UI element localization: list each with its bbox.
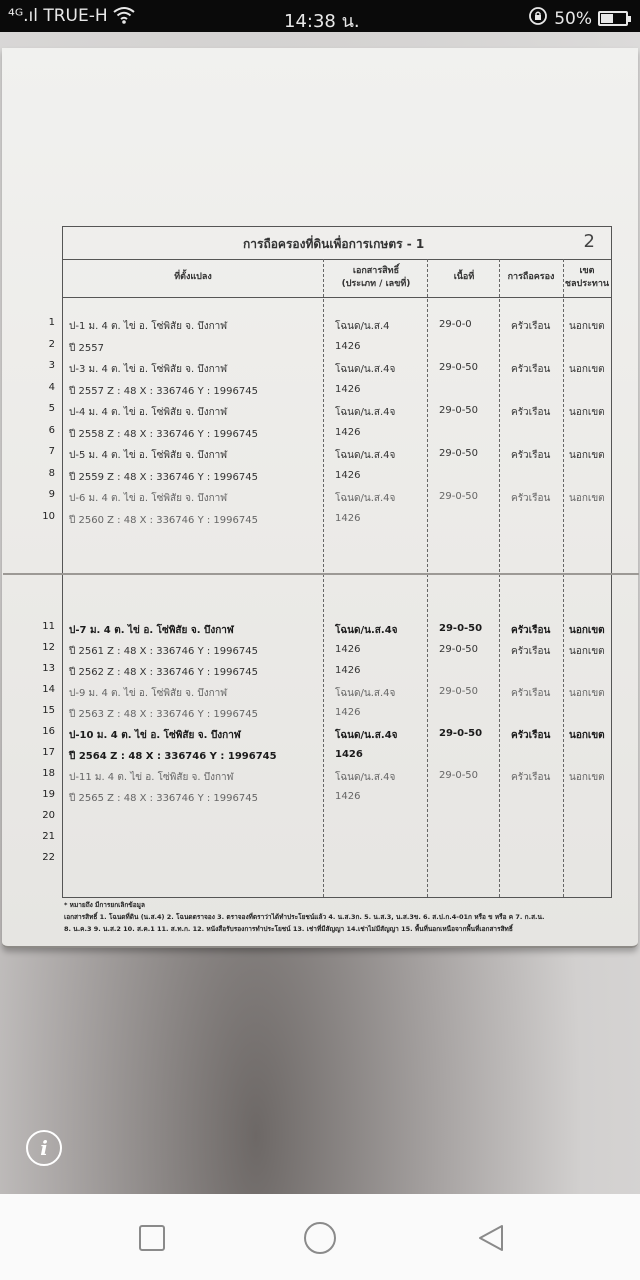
- battery-percent: 50%: [554, 8, 592, 29]
- cell-location: ปี 2557: [69, 342, 104, 354]
- cell-location: ป-1 ม. 4 ต. ไข่ อ. โซ่พิสัย จ. บึงกาฬ: [69, 321, 228, 332]
- row-number: 10: [42, 510, 55, 522]
- cell-location: ป-9 ม. 4 ต. ไข่ อ. โซ่พิสัย จ. บึงกาฬ: [69, 688, 228, 699]
- battery-icon: [598, 11, 628, 26]
- cell-area: 29-0-50: [439, 362, 479, 373]
- cell-zone: นอกเขต: [569, 646, 605, 657]
- cell-location: ปี 2560 Z : 48 X : 336746 Y : 1996745: [69, 514, 258, 526]
- cell-doc-rights: 1426: [335, 426, 361, 438]
- header-divider: [63, 297, 611, 298]
- row-number: 14: [42, 684, 55, 695]
- cell-doc-rights: โฉนด/น.ส.4จ: [335, 493, 396, 504]
- row-number: 3: [48, 360, 55, 371]
- clock: 14:38 น.: [284, 11, 360, 32]
- header-tenure: การถือครอง: [507, 272, 555, 282]
- row-number: 21: [42, 831, 55, 842]
- cell-location: ป-6 ม. 4 ต. ไข่ อ. โซ่พิสัย จ. บึงกาฬ: [69, 493, 228, 504]
- column-divider: [563, 259, 564, 897]
- row-number: 11: [42, 621, 55, 632]
- carrier-label: ⁴ᴳ.ıl TRUE-H: [8, 6, 108, 26]
- cell-doc-rights: 1426: [335, 340, 361, 352]
- cell-doc-rights: โฉนด/น.ส.4จ: [335, 688, 396, 699]
- info-button[interactable]: i: [26, 1130, 62, 1166]
- status-bar: [0, 0, 640, 32]
- cell-location: ปี 2557 Z : 48 X : 336746 Y : 1996745: [69, 385, 258, 397]
- cell-area: 29-0-50: [439, 728, 483, 739]
- cell-doc-rights: 1426: [335, 383, 361, 395]
- cell-zone: นอกเขต: [569, 772, 605, 783]
- cell-zone: นอกเขต: [569, 625, 605, 636]
- navigation-bar: [0, 1194, 640, 1280]
- row-number: 20: [42, 810, 55, 821]
- cell-doc-rights: 1426: [335, 749, 363, 760]
- land-holding-table: [42, 226, 612, 898]
- row-number: 12: [42, 642, 55, 653]
- cell-zone: นอกเขต: [569, 688, 605, 699]
- cell-tenure: ครัวเรือน: [511, 407, 551, 418]
- document-page: [2, 48, 638, 948]
- cell-zone: นอกเขต: [569, 364, 605, 375]
- footnote-doc-types-2: 8. น.ค.3 9. น.ส.2 10. ส.ค.1 11. ส.ท.ก. 12. หนังสือรับรองการทำประโยชน์ 13. เช่าที่มีสัญญา 14.เช่าไม่มีสัญญา 15. พื้นที่นอกเหนือจากพื้นที่เอกสารสิทธิ์: [64, 925, 513, 933]
- row-number: 19: [42, 789, 55, 800]
- table-title-row: [63, 227, 611, 260]
- footnote-cancel: * หมายถึง มีการยกเลิกข้อมูล: [64, 901, 145, 909]
- cell-doc-rights: โฉนด/น.ส.4จ: [335, 450, 396, 461]
- paper-fold: [3, 573, 639, 575]
- row-number: 6: [48, 424, 55, 436]
- rotation-lock-icon: [528, 6, 548, 31]
- cell-doc-rights: 1426: [335, 644, 361, 655]
- cell-doc-rights: 1426: [335, 791, 361, 802]
- row-number: 8: [48, 467, 55, 479]
- cell-location: ปี 2561 Z : 48 X : 336746 Y : 1996745: [69, 646, 258, 657]
- cell-doc-rights: โฉนด/น.ส.4จ: [335, 364, 396, 375]
- column-divider: [427, 259, 428, 897]
- column-divider: [323, 259, 324, 897]
- cell-area: 29-0-50: [439, 491, 479, 502]
- cell-zone: นอกเขต: [569, 321, 605, 332]
- cell-location: ป-3 ม. 4 ต. ไข่ อ. โซ่พิสัย จ. บึงกาฬ: [69, 364, 228, 375]
- column-divider: [499, 259, 500, 897]
- header-doc-rights: เอกสารสิทธิ์ (ประเภท / เลขที่): [341, 266, 411, 289]
- photo-viewer[interactable]: [0, 32, 640, 1194]
- cell-tenure: ครัวเรือน: [511, 688, 551, 699]
- cell-tenure: ครัวเรือน: [511, 646, 551, 657]
- cell-tenure: ครัวเรือน: [511, 625, 551, 636]
- cell-area: 29-0-50: [439, 686, 479, 697]
- cell-tenure: ครัวเรือน: [511, 321, 551, 332]
- row-number: 2: [48, 338, 55, 350]
- page-number: 2: [583, 231, 595, 252]
- cell-doc-rights: 1426: [335, 707, 361, 718]
- row-number: 4: [48, 381, 55, 393]
- row-number: 17: [42, 747, 55, 758]
- cell-location: ปี 2562 Z : 48 X : 336746 Y : 1996745: [69, 667, 258, 678]
- cell-location: ปี 2564 Z : 48 X : 336746 Y : 1996745: [69, 751, 277, 762]
- cell-doc-rights: 1426: [335, 665, 361, 676]
- cell-location: ป-11 ม. 4 ต. ไข่ อ. โซ่พิสัย จ. บึงกาฬ: [69, 772, 234, 783]
- cell-area: 29-0-50: [439, 770, 479, 781]
- header-area: เนื้อที่: [453, 272, 475, 282]
- cell-area: 29-0-50: [439, 448, 479, 459]
- cell-doc-rights: โฉนด/น.ส.4จ: [335, 407, 396, 418]
- cell-doc-rights: โฉนด/น.ส.4จ: [335, 730, 398, 741]
- back-icon[interactable]: [476, 1222, 508, 1254]
- cell-tenure: ครัวเรือน: [511, 730, 551, 741]
- cell-tenure: ครัวเรือน: [511, 772, 551, 783]
- cell-location: ปี 2563 Z : 48 X : 336746 Y : 1996745: [69, 709, 258, 720]
- cell-zone: นอกเขต: [569, 493, 605, 504]
- row-number: 7: [48, 446, 55, 457]
- cell-area: 29-0-50: [439, 405, 479, 416]
- cell-area: 29-0-50: [439, 623, 483, 634]
- row-number: 13: [42, 663, 55, 674]
- cell-zone: นอกเขต: [569, 450, 605, 461]
- cell-zone: นอกเขต: [569, 730, 605, 741]
- footnote-doc-types: เอกสารสิทธิ์ 1. โฉนดที่ดิน (น.ส.4) 2. โฉนดตราจอง 3. ตราจองที่ตราว่าได้ทำประโยชน์แล้ว 4. น.ส.3ก. 5. น.ส.3, น.ส.3ข. 6. ส.ป.ก.4-01ก หรือ ข หรือ ค 7. ก.ส.น.: [64, 913, 545, 921]
- cell-tenure: ครัวเรือน: [511, 493, 551, 504]
- cell-doc-rights: 1426: [335, 469, 361, 481]
- row-number: 18: [42, 768, 55, 779]
- cell-doc-rights: โฉนด/น.ส.4จ: [335, 625, 398, 636]
- row-number: 1: [48, 317, 55, 328]
- cell-doc-rights: โฉนด/น.ส.4: [335, 321, 390, 332]
- header-location: ที่ตั้งแปลง: [174, 272, 212, 282]
- table-title: การถือครองที่ดินเพื่อการเกษตร - 1: [243, 237, 425, 251]
- row-number: 9: [48, 489, 55, 500]
- cell-location: ป-5 ม. 4 ต. ไข่ อ. โซ่พิสัย จ. บึงกาฬ: [69, 450, 228, 461]
- cell-location: ป-10 ม. 4 ต. ไข่ อ. โซ่พิสัย จ. บึงกาฬ: [69, 730, 241, 741]
- row-number: 16: [42, 726, 55, 737]
- cell-location: ปี 2565 Z : 48 X : 336746 Y : 1996745: [69, 793, 258, 804]
- cell-area: 29-0-0: [439, 319, 472, 330]
- wifi-icon: [112, 5, 136, 30]
- cell-location: ป-4 ม. 4 ต. ไข่ อ. โซ่พิสัย จ. บึงกาฬ: [69, 407, 228, 418]
- recents-icon[interactable]: [136, 1222, 168, 1254]
- status-right: [528, 6, 628, 31]
- cell-location: ปี 2558 Z : 48 X : 336746 Y : 1996745: [69, 428, 258, 440]
- cell-area: 29-0-50: [439, 644, 479, 655]
- row-number: 22: [42, 852, 55, 863]
- cell-tenure: ครัวเรือน: [511, 364, 551, 375]
- row-number: 5: [48, 403, 55, 414]
- row-number: 15: [42, 705, 55, 716]
- cell-doc-rights: 1426: [335, 512, 361, 524]
- home-icon[interactable]: [302, 1220, 338, 1256]
- cell-tenure: ครัวเรือน: [511, 450, 551, 461]
- header-zone: เขต ชลประทาน: [564, 266, 610, 289]
- cell-location: ป-7 ม. 4 ต. ไข่ อ. โซ่พิสัย จ. บึงกาฬ: [69, 625, 234, 636]
- cell-location: ปี 2559 Z : 48 X : 336746 Y : 1996745: [69, 471, 258, 483]
- cell-zone: นอกเขต: [569, 407, 605, 418]
- cell-doc-rights: โฉนด/น.ส.4จ: [335, 772, 396, 783]
